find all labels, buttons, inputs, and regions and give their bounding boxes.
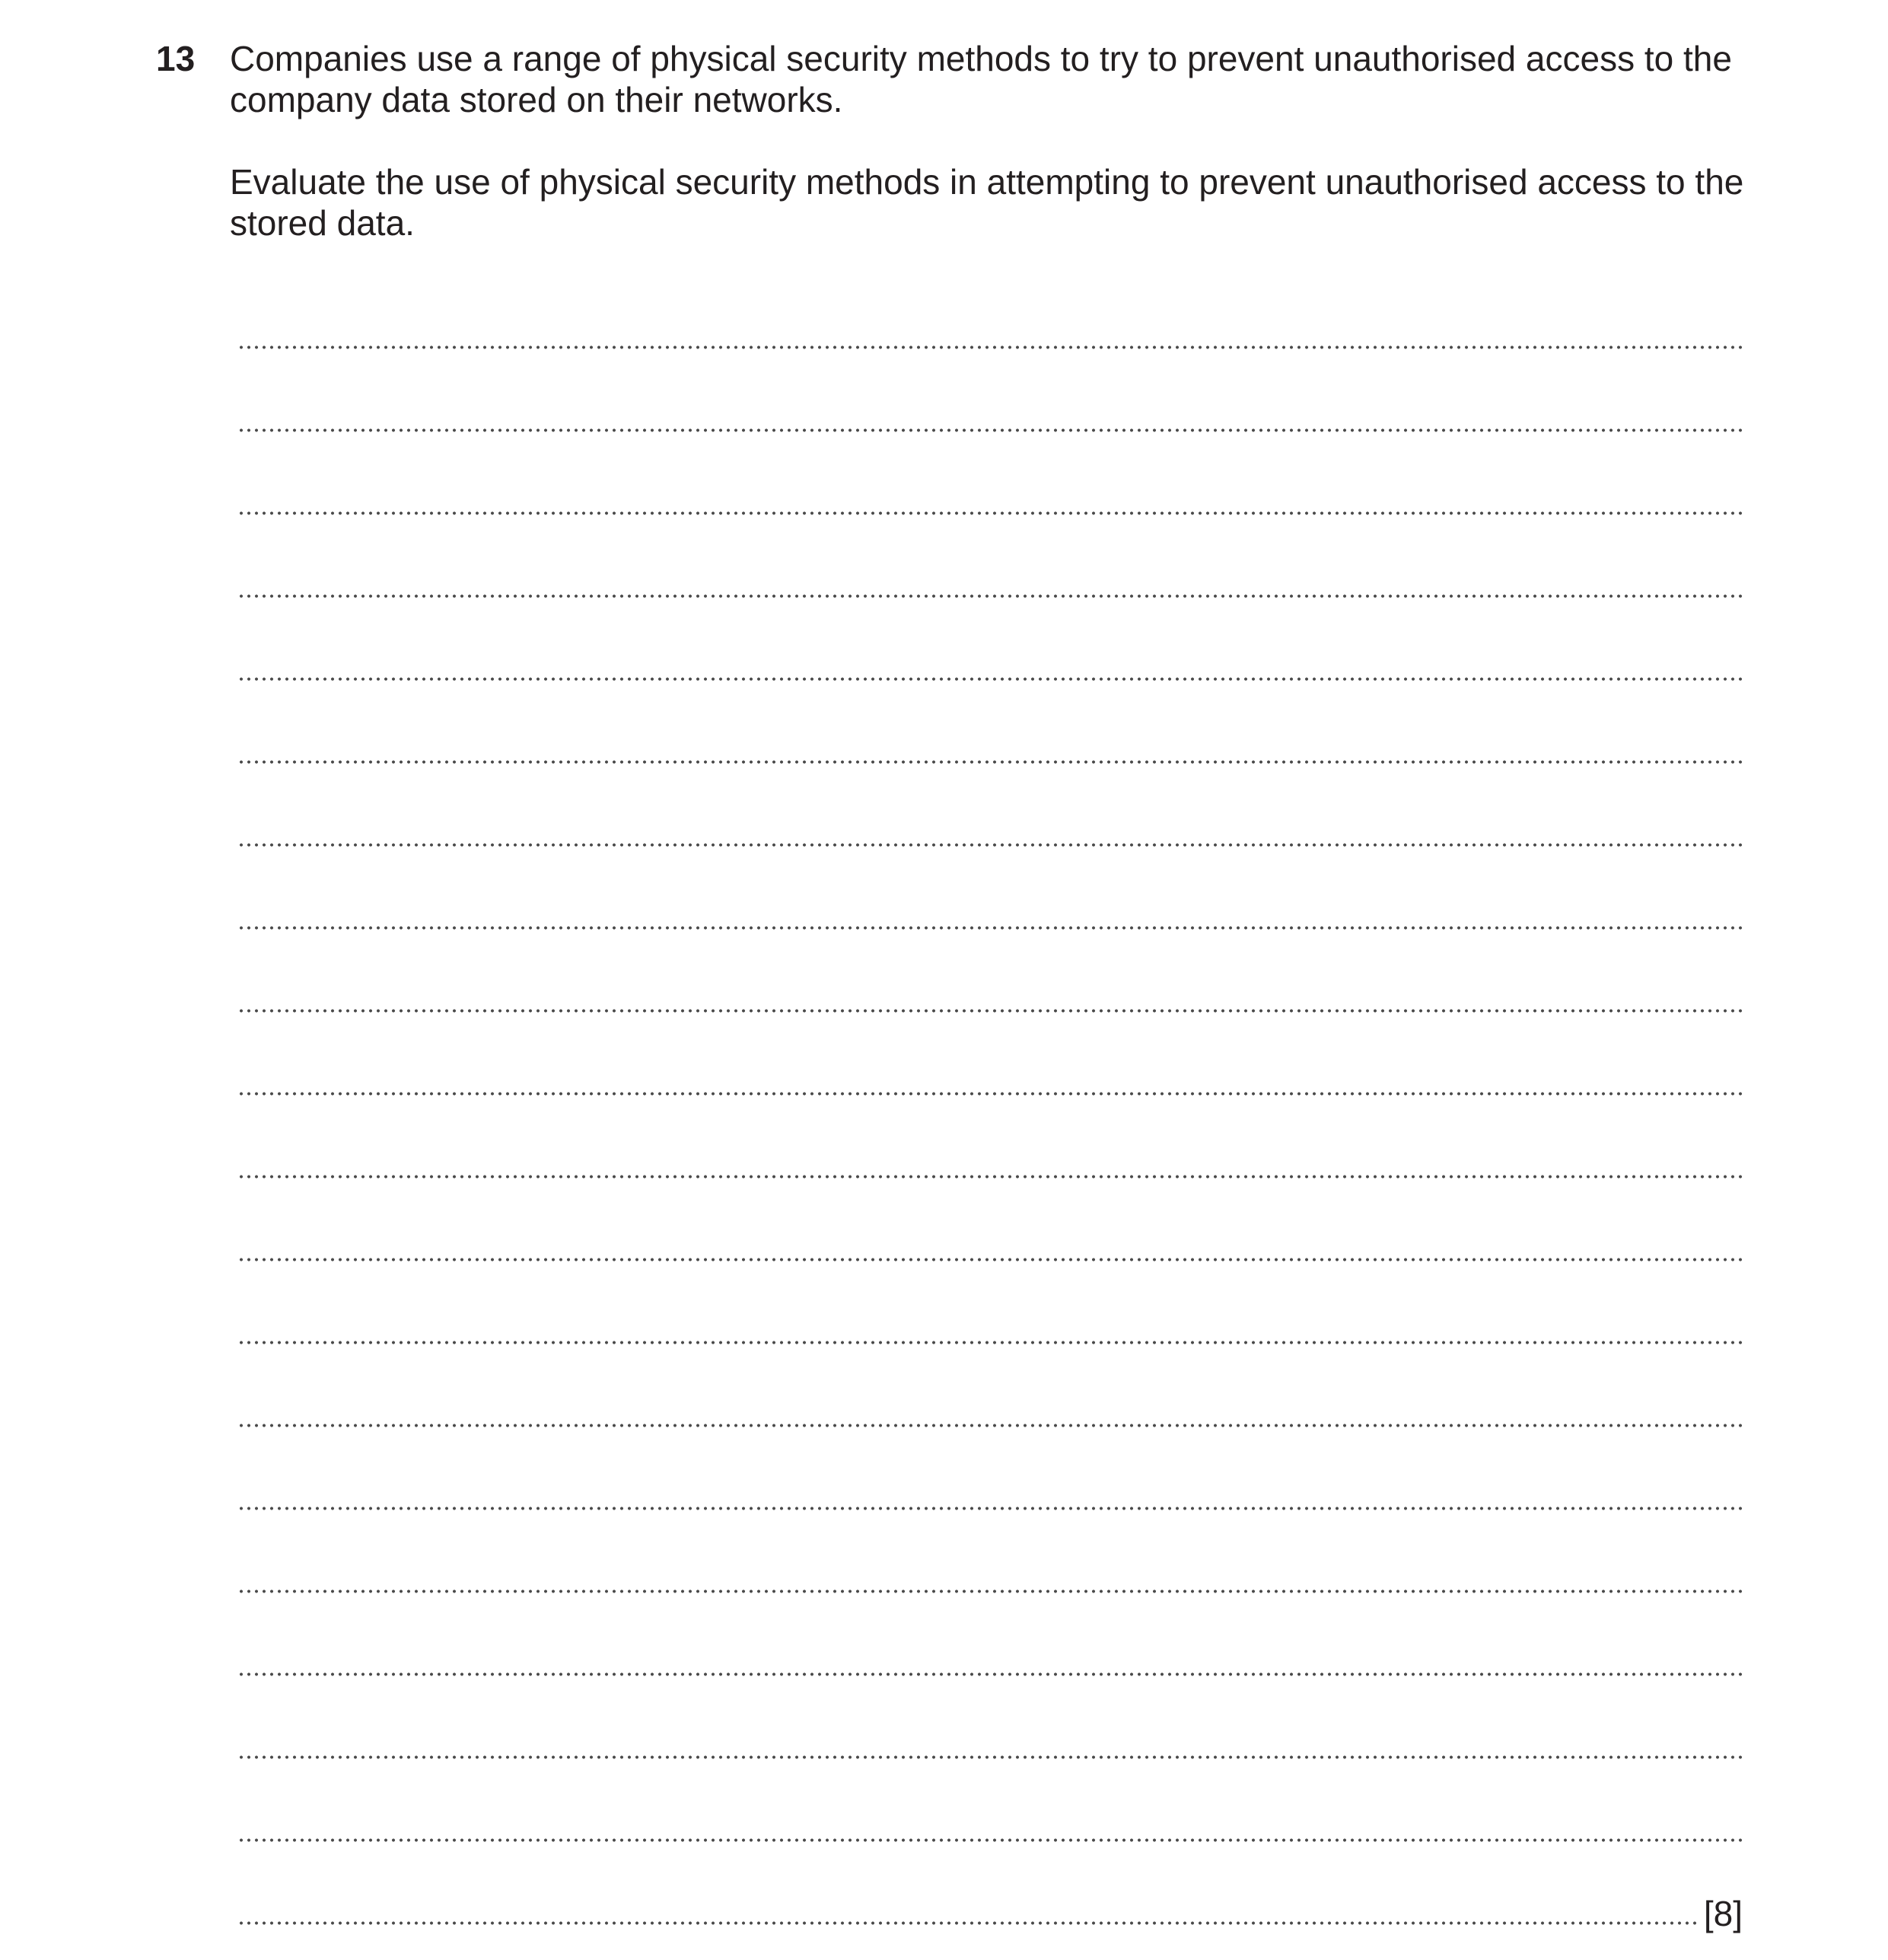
dotted-rule: [237, 1921, 1699, 1925]
answer-line[interactable]: [237, 930, 1743, 1013]
answer-line[interactable]: [237, 681, 1743, 764]
answer-line[interactable]: [237, 598, 1743, 681]
question-number: 13: [156, 39, 196, 78]
answer-line[interactable]: [237, 764, 1743, 847]
answer-line[interactable]: [237, 1013, 1743, 1096]
answer-line[interactable]: [237, 1510, 1743, 1593]
question-body: [230, 38, 1744, 243]
answer-line[interactable]: [237, 1096, 1743, 1179]
question-instruction: Evaluate the use of physical security methods in attempting to prevent unauthorised access to the stored data.: [230, 162, 1744, 243]
answer-line[interactable]: [237, 266, 1743, 349]
answer-line[interactable]: [237, 1262, 1743, 1344]
answer-line[interactable]: [237, 1759, 1743, 1842]
answer-area[interactable]: [237, 266, 1743, 1933]
answer-line[interactable]: [237, 1842, 1743, 1933]
answer-line[interactable]: [237, 1593, 1743, 1676]
answer-line[interactable]: [237, 1427, 1743, 1510]
answer-line[interactable]: [237, 1179, 1743, 1262]
answer-line[interactable]: [237, 847, 1743, 930]
answer-line[interactable]: [237, 1344, 1743, 1427]
answer-line[interactable]: [237, 349, 1743, 432]
answer-line[interactable]: [237, 432, 1743, 515]
marks-label: [8]: [1703, 1894, 1743, 1933]
answer-line[interactable]: [237, 515, 1743, 598]
question-intro: Companies use a range of physical security methods to try to prevent unauthorised access to the company data stored on their networks.: [230, 39, 1732, 119]
answer-line[interactable]: [237, 1676, 1743, 1759]
